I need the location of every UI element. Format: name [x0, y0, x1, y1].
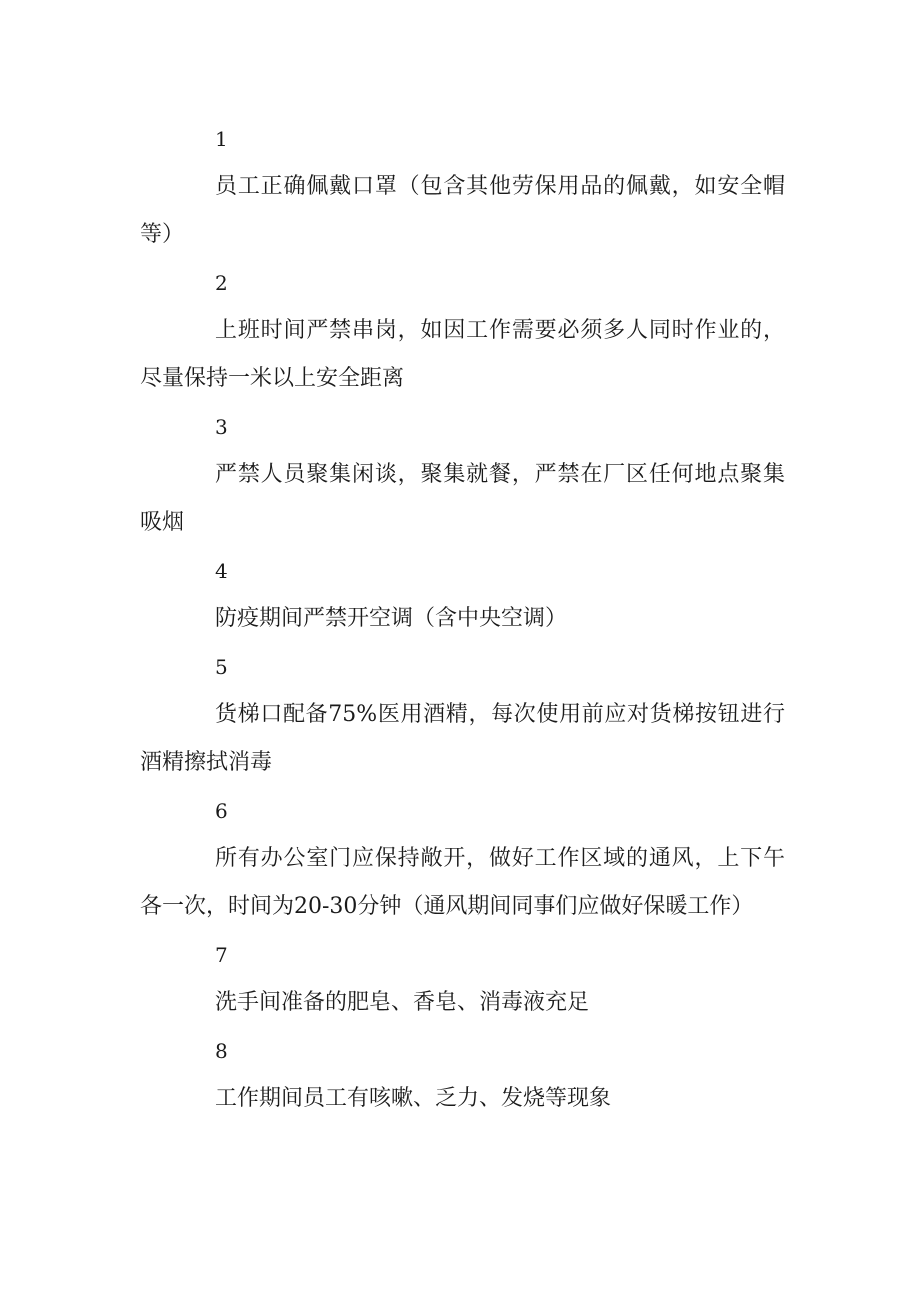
item-text: 所有办公室门应保持敞开，做好工作区域的通风，上下午各一次，时间为20-30分钟（通风期间同事们应做好保暖工作） [140, 846, 785, 919]
list-item [140, 643, 785, 787]
item-number: 7 [215, 943, 228, 967]
list-item [140, 931, 785, 1027]
list-item [140, 259, 785, 403]
list-item [140, 115, 785, 259]
item-number: 8 [215, 1039, 228, 1063]
rules-list [140, 115, 785, 1123]
item-text: 货梯口配备75%医用酒精，每次使用前应对货梯按钮进行酒精擦拭消毒 [140, 702, 785, 775]
item-text: 洗手间准备的肥皂、香皂、消毒液充足 [215, 990, 590, 1015]
item-number: 1 [215, 127, 228, 151]
item-text: 员工正确佩戴口罩（包含其他劳保用品的佩戴，如安全帽等） [140, 174, 785, 247]
list-item [140, 787, 785, 931]
item-text: 上班时间严禁串岗，如因工作需要必须多人同时作业的，尽量保持一米以上安全距离 [140, 318, 785, 391]
item-number: 5 [215, 655, 228, 679]
item-number: 3 [215, 415, 228, 439]
item-text: 防疫期间严禁开空调（含中央空调） [215, 606, 568, 631]
item-number: 4 [215, 559, 228, 583]
item-number: 6 [215, 799, 228, 823]
list-item [140, 403, 785, 547]
list-item [140, 1027, 785, 1123]
item-text: 严禁人员聚集闲谈，聚集就餐，严禁在厂区任何地点聚集吸烟 [140, 462, 785, 535]
list-item [140, 547, 785, 643]
item-text: 工作期间员工有咳嗽、乏力、发烧等现象 [215, 1086, 612, 1111]
item-number: 2 [215, 271, 228, 295]
